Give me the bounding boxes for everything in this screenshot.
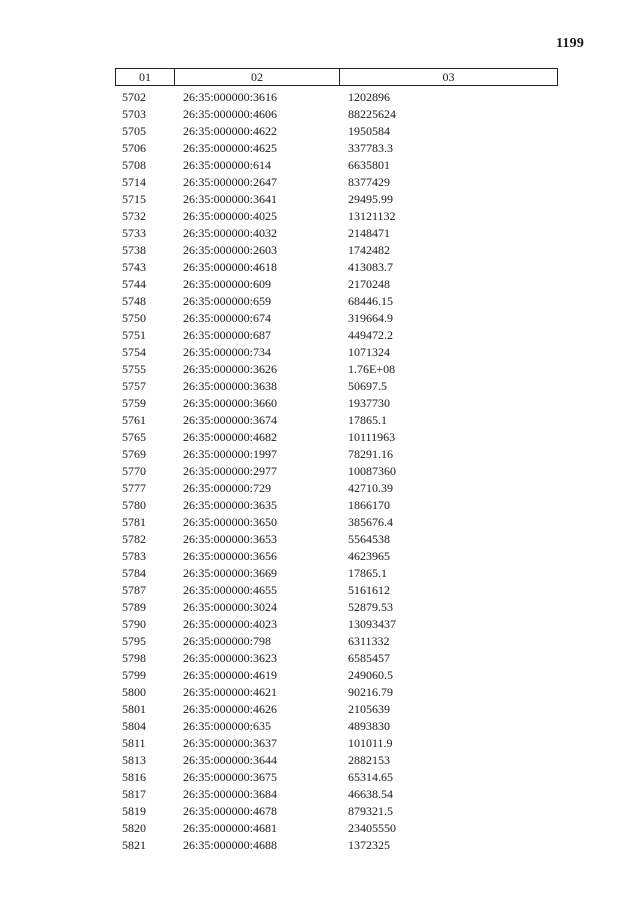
table-cell-col-03: 23405550: [348, 821, 396, 835]
table-cell-col-01: 5795: [122, 634, 146, 648]
table-cell-col-03: 52879.53: [348, 600, 393, 614]
table-cell-col-01: 5738: [122, 243, 146, 257]
table-cell-col-02: 26:35:000000:3650: [183, 515, 278, 529]
table-row: [115, 565, 558, 582]
table-row: [115, 633, 558, 650]
table-cell-col-03: 10087360: [348, 464, 396, 478]
table-row: [115, 582, 558, 599]
table-row: [115, 242, 558, 259]
table-cell-col-01: 5755: [122, 362, 146, 376]
table-row: [115, 667, 558, 684]
table-cell-col-02: 26:35:000000:3635: [183, 498, 278, 512]
table-cell-col-03: 13121132: [348, 209, 396, 223]
column-header-03: 03: [442, 69, 455, 84]
table-cell-col-02: 26:35:000000:3638: [183, 379, 278, 393]
table-row: [115, 225, 558, 242]
table-cell-col-03: 1950584: [348, 124, 390, 138]
table-cell-col-03: 17865.1: [348, 413, 387, 427]
table-cell-col-02: 26:35:000000:4682: [183, 430, 278, 444]
table-cell-col-01: 5715: [122, 192, 146, 206]
table-cell-col-03: 1071324: [348, 345, 390, 359]
table-cell-col-02: 26:35:000000:4025: [183, 209, 278, 223]
table-cell-col-03: 2170248: [348, 277, 390, 291]
table-cell-col-03: 449472.2: [348, 328, 393, 342]
table-cell-col-02: 26:35:000000:3641: [183, 192, 278, 206]
table-cell-col-01: 5789: [122, 600, 146, 614]
table-row: [115, 123, 558, 140]
table-cell-col-01: 5801: [122, 702, 146, 716]
table-cell-col-02: 26:35:000000:3637: [183, 736, 278, 750]
table-cell-col-03: 337783.3: [348, 141, 393, 155]
table-cell-col-01: 5811: [122, 736, 146, 750]
table-cell-col-02: 26:35:000000:4655: [183, 583, 278, 597]
table-cell-col-02: 26:35:000000:3675: [183, 770, 278, 784]
table-row: [115, 769, 558, 786]
table-cell-col-02: 26:35:000000:798: [183, 634, 272, 648]
table-cell-col-02: 26:35:000000:4621: [183, 685, 278, 699]
table-cell-col-01: 5769: [122, 447, 146, 461]
table-row: [115, 174, 558, 191]
table-cell-col-01: 5782: [122, 532, 146, 546]
table-cell-col-01: 5821: [122, 838, 146, 852]
table-row: [115, 140, 558, 157]
table-cell-col-01: 5757: [122, 379, 146, 393]
table-cell-col-03: 6585457: [348, 651, 390, 665]
table-cell-col-01: 5750: [122, 311, 146, 325]
table-cell-col-01: 5708: [122, 158, 146, 172]
table-cell-col-02: 26:35:000000:3669: [183, 566, 278, 580]
table-row: [115, 378, 558, 395]
table-cell-col-02: 26:35:000000:3623: [183, 651, 278, 665]
table-cell-col-03: 1202896: [348, 90, 390, 104]
page-number: 1199: [556, 36, 585, 51]
table-row: [115, 837, 558, 854]
table-cell-col-01: 5777: [122, 481, 146, 495]
table-row: [115, 684, 558, 701]
table-cell-col-03: 1742482: [348, 243, 390, 257]
table-cell-col-01: 5819: [122, 804, 146, 818]
table-cell-col-02: 26:35:000000:3653: [183, 532, 278, 546]
table-cell-col-03: 5161612: [348, 583, 390, 597]
table-row: [115, 208, 558, 225]
table-cell-col-01: 5754: [122, 345, 146, 359]
table-cell-col-01: 5784: [122, 566, 146, 580]
table-row: [115, 446, 558, 463]
table-cell-col-03: 29495.99: [348, 192, 393, 206]
table-cell-col-03: 6635801: [348, 158, 390, 172]
table-cell-col-01: 5702: [122, 90, 146, 104]
table-cell-col-03: 2105639: [348, 702, 390, 716]
table-row: [115, 718, 558, 735]
table-cell-col-01: 5706: [122, 141, 146, 155]
table-cell-col-01: 5799: [122, 668, 146, 682]
table-row: [115, 701, 558, 718]
table-cell-col-02: 26:35:000000:3616: [183, 90, 278, 104]
table-row: [115, 531, 558, 548]
table-cell-col-02: 26:35:000000:2603: [183, 243, 278, 257]
table-row: [115, 548, 558, 565]
table-cell-col-02: 26:35:000000:4625: [183, 141, 278, 155]
table-cell-col-03: 6311332: [348, 634, 390, 648]
table-cell-col-02: 26:35:000000:635: [183, 719, 272, 733]
table-cell-col-02: 26:35:000000:4032: [183, 226, 278, 240]
table-cell-col-02: 26:35:000000:2647: [183, 175, 278, 189]
table-cell-col-01: 5770: [122, 464, 146, 478]
table-cell-col-02: 26:35:000000:4619: [183, 668, 278, 682]
table-cell-col-03: 17865.1: [348, 566, 387, 580]
table-row: [115, 803, 558, 820]
table-cell-col-01: 5748: [122, 294, 146, 308]
table-cell-col-02: 26:35:000000:4622: [183, 124, 278, 138]
table-cell-col-02: 26:35:000000:4606: [183, 107, 278, 121]
table-row: [115, 361, 558, 378]
table-cell-col-03: 1372325: [348, 838, 390, 852]
table-cell-col-01: 5781: [122, 515, 146, 529]
table-row: [115, 106, 558, 123]
table-cell-col-02: 26:35:000000:674: [183, 311, 272, 325]
table-cell-col-03: 78291.16: [348, 447, 393, 461]
table-cell-col-03: 1937730: [348, 396, 390, 410]
table-cell-col-03: 8377429: [348, 175, 390, 189]
table-row: [115, 276, 558, 293]
table-row: [115, 344, 558, 361]
table-cell-col-03: 2148471: [348, 226, 390, 240]
table-cell-col-01: 5804: [122, 719, 146, 733]
table-row: [115, 327, 558, 344]
table-cell-col-02: 26:35:000000:3674: [183, 413, 278, 427]
table-row: [115, 463, 558, 480]
table-row: [115, 497, 558, 514]
table-cell-col-02: 26:35:000000:734: [183, 345, 272, 359]
table-row: [115, 395, 558, 412]
table-cell-col-02: 26:35:000000:687: [183, 328, 272, 342]
table-cell-col-01: 5714: [122, 175, 146, 189]
table-cell-col-03: 90216.79: [348, 685, 393, 699]
table-cell-col-03: 10111963: [348, 430, 396, 444]
table-cell-col-03: 46638.54: [348, 787, 393, 801]
table-cell-col-03: 879321.5: [348, 804, 393, 818]
table-cell-col-03: 2882153: [348, 753, 390, 767]
table-cell-col-03: 101011.9: [348, 736, 393, 750]
table-cell-col-03: 1.76E+08: [348, 362, 396, 376]
table-cell-col-02: 26:35:000000:3626: [183, 362, 278, 376]
table-row: [115, 599, 558, 616]
table-row: [115, 820, 558, 837]
table-cell-col-03: 65314.65: [348, 770, 393, 784]
table-row: [115, 786, 558, 803]
table-cell-col-03: 1866170: [348, 498, 390, 512]
table-cell-col-01: 5816: [122, 770, 146, 784]
table-cell-col-02: 26:35:000000:1997: [183, 447, 278, 461]
table-row: [115, 293, 558, 310]
table-row: [115, 480, 558, 497]
table-row: [115, 191, 558, 208]
table-cell-col-01: 5780: [122, 498, 146, 512]
table-cell-col-01: 5813: [122, 753, 146, 767]
table-cell-col-02: 26:35:000000:3024: [183, 600, 278, 614]
table-cell-col-01: 5787: [122, 583, 146, 597]
table-row: [115, 514, 558, 531]
table-row: [115, 259, 558, 276]
column-header-01: 01: [116, 69, 175, 85]
table-cell-col-02: 26:35:000000:729: [183, 481, 272, 495]
table-cell-col-01: 5733: [122, 226, 146, 240]
table-cell-col-02: 26:35:000000:4023: [183, 617, 278, 631]
table-cell-col-02: 26:35:000000:2977: [183, 464, 278, 478]
table-cell-col-03: 4893830: [348, 719, 390, 733]
table-cell-col-03: 4623965: [348, 549, 390, 563]
table-cell-col-01: 5798: [122, 651, 146, 665]
table-row: [115, 650, 558, 667]
table-cell-col-03: 385676.4: [348, 515, 393, 529]
table-cell-col-03: 68446.15: [348, 294, 393, 308]
table-row: [115, 157, 558, 174]
table-cell-col-03: 50697.5: [348, 379, 387, 393]
table-cell-col-03: 413083.7: [348, 260, 393, 274]
table-cell-col-01: 5800: [122, 685, 146, 699]
table-row: [115, 310, 558, 327]
table-cell-col-03: 42710.39: [348, 481, 393, 495]
table-cell-col-01: 5751: [122, 328, 146, 342]
table-cell-col-01: 5705: [122, 124, 146, 138]
table-row: [115, 89, 558, 106]
table-cell-col-02: 26:35:000000:4626: [183, 702, 278, 716]
table-header: [115, 68, 558, 86]
table-body: [115, 89, 558, 854]
table-row: [115, 429, 558, 446]
table-cell-col-01: 5765: [122, 430, 146, 444]
table-cell-col-01: 5732: [122, 209, 146, 223]
table-cell-col-01: 5790: [122, 617, 146, 631]
table-row: [115, 752, 558, 769]
table-cell-col-02: 26:35:000000:4681: [183, 821, 278, 835]
table-cell-col-02: 26:35:000000:3656: [183, 549, 278, 563]
table-cell-col-02: 26:35:000000:3644: [183, 753, 278, 767]
table-cell-col-02: 26:35:000000:4618: [183, 260, 278, 274]
table-cell-col-02: 26:35:000000:3684: [183, 787, 278, 801]
table-cell-col-01: 5783: [122, 549, 146, 563]
table-row: [115, 735, 558, 752]
table-cell-col-01: 5744: [122, 277, 146, 291]
table-cell-col-02: 26:35:000000:609: [183, 277, 272, 291]
table-cell-col-01: 5820: [122, 821, 146, 835]
table-cell-col-02: 26:35:000000:3660: [183, 396, 278, 410]
table-cell-col-02: 26:35:000000:659: [183, 294, 272, 308]
table-row: [115, 412, 558, 429]
table-cell-col-03: 88225624: [348, 107, 396, 121]
table-cell-col-01: 5703: [122, 107, 146, 121]
column-header-02: 02: [175, 69, 340, 85]
table-cell-col-02: 26:35:000000:4688: [183, 838, 278, 852]
table-row: [115, 616, 558, 633]
table-cell-col-03: 319664.9: [348, 311, 393, 325]
table-cell-col-03: 13093437: [348, 617, 396, 631]
table-cell-col-02: 26:35:000000:4678: [183, 804, 278, 818]
table-cell-col-01: 5743: [122, 260, 146, 274]
table-cell-col-01: 5817: [122, 787, 146, 801]
table-cell-col-03: 5564538: [348, 532, 390, 546]
table-cell-col-02: 26:35:000000:614: [183, 158, 272, 172]
table-cell-col-01: 5759: [122, 396, 146, 410]
table-cell-col-03: 249060.5: [348, 668, 393, 682]
table-cell-col-01: 5761: [122, 413, 146, 427]
